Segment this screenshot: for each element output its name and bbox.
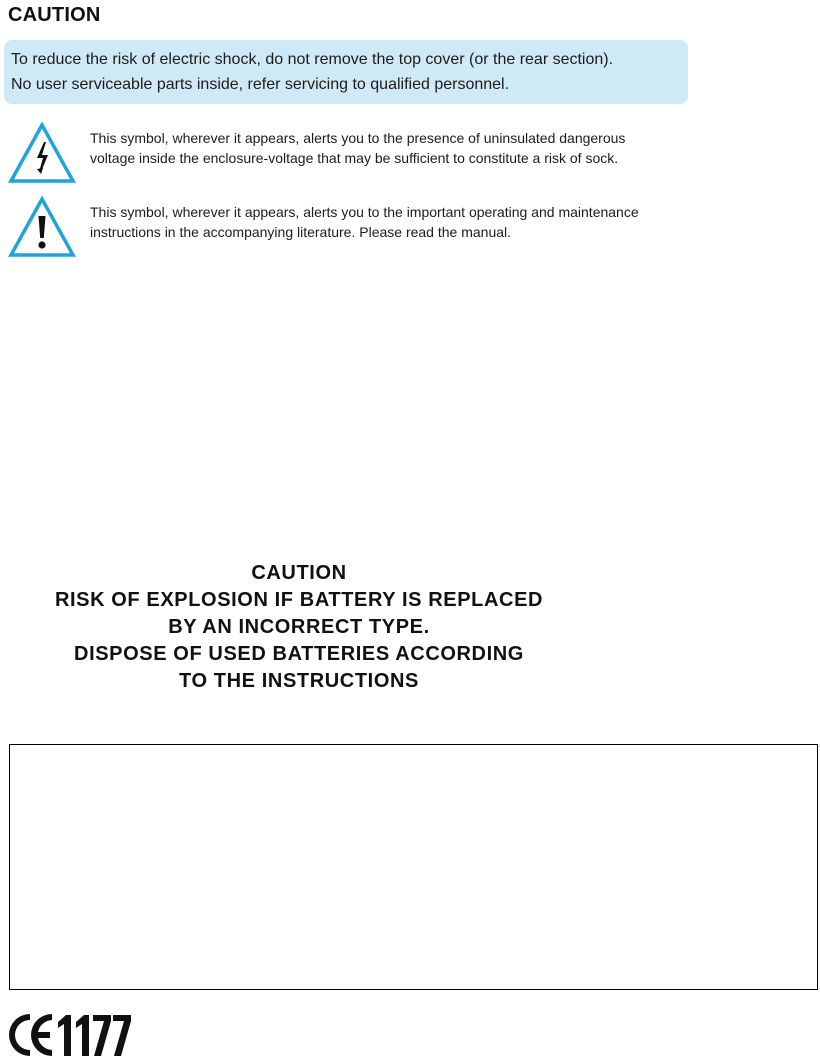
notice-line-1: To reduce the risk of electric shock, do not remove the top cover (or the rear section). (11, 51, 614, 68)
symbol-row-exclamation (8, 196, 708, 260)
battery-caution-title: CAUTION (251, 562, 347, 584)
symbol-row-lightning (8, 122, 708, 186)
battery-caution-line-5: TO THE INSTRUCTIONS (179, 670, 419, 692)
shock-warning-notice (4, 40, 688, 104)
page-title: CAUTION (8, 4, 101, 26)
lightning-warning-icon (8, 122, 76, 184)
battery-caution-block (0, 560, 598, 695)
lightning-desc-line-2: voltage inside the enclosure-voltage that may be sufficient to constitute a risk of sock. (90, 150, 619, 166)
ce-mark-icon (8, 1010, 132, 1060)
exclamation-desc-line-2: instructions in the accompanying literature. Please read the manual. (90, 224, 512, 240)
empty-bordered-box (9, 744, 818, 990)
notice-line-2: No user serviceable parts inside, refer servicing to qualified personnel. (11, 76, 510, 93)
battery-caution-line-3: BY AN INCORRECT TYPE. (168, 616, 430, 638)
lightning-desc-line-1: This symbol, wherever it appears, alerts you to the presence of uninsulated dangerous (90, 130, 626, 146)
battery-caution-line-4: DISPOSE OF USED BATTERIES ACCORDING (74, 643, 524, 665)
exclamation-warning-icon (8, 196, 76, 258)
exclamation-symbol-description (90, 202, 639, 242)
battery-caution-line-2: RISK OF EXPLOSION IF BATTERY IS REPLACED (54, 589, 544, 611)
exclamation-desc-line-1: This symbol, wherever it appears, alerts you to the important operating and maintenance (90, 204, 639, 220)
lightning-symbol-description (90, 128, 625, 168)
